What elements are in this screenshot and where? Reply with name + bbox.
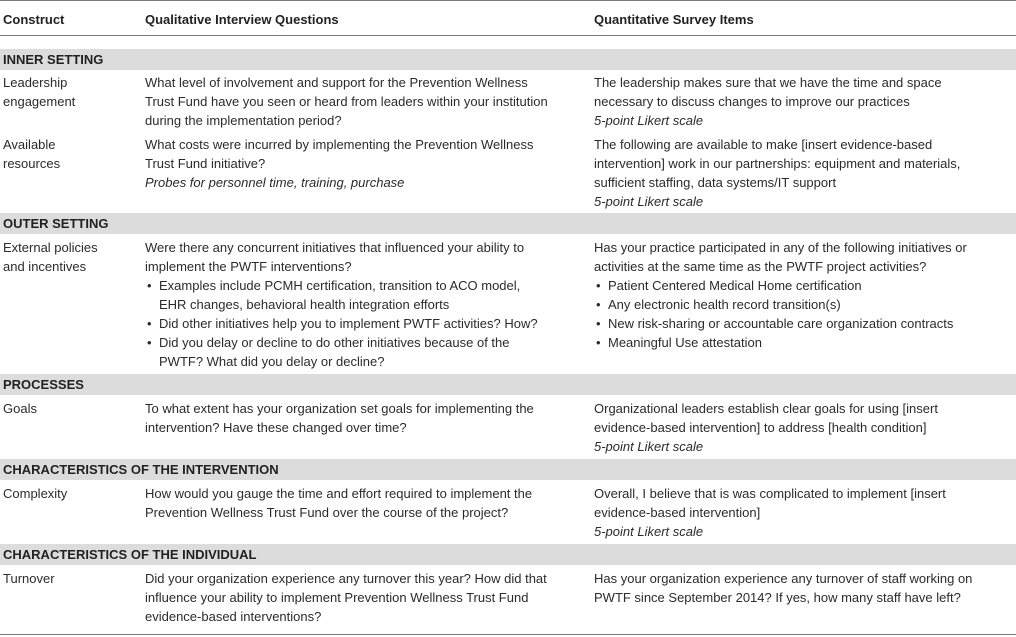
quant-complexity: Overall, I believe that is was complicated to implement [insert evidence-based intervention] 5-point Likert scale	[594, 484, 1014, 541]
list-item: • Did you delay or decline to do other initiatives because of the PWTF? What did you delay or decline?	[145, 333, 575, 371]
quant-policies-bullets	[594, 276, 1014, 352]
header-quantitative: Quantitative Survey Items	[594, 12, 754, 27]
likert-note: 5-point Likert scale	[594, 113, 704, 128]
quant-turnover: Has your organization experience any turnover of staff working on PWTF since September 2014? If yes, how many staff have left?	[594, 571, 973, 605]
section-outer-setting	[0, 213, 1016, 234]
section-intervention	[0, 459, 1016, 480]
qual-policies-bullets	[145, 276, 575, 371]
qual-leadership: What level of involvement and support for the Prevention Wellness Trust Fund have you seen or heard from leaders within your institution during the implementation period?	[145, 75, 548, 128]
quant-policies: Has your practice participated in any of the following initiatives or activities at the same time as the PWTF project activities? • Patient Centered Medical Home certification • Any electronic health record transition(s) • New risk-sharing or accountable care organization contracts • Meaningful Use attestation	[594, 238, 1014, 352]
list-item: • Patient Centered Medical Home certification	[594, 276, 1014, 295]
table-header	[0, 0, 1016, 36]
likert-note: 5-point Likert scale	[594, 439, 704, 454]
list-item: • New risk-sharing or accountable care organization contracts	[594, 314, 1014, 333]
header-construct: Construct	[3, 12, 65, 27]
qual-complexity: How would you gauge the time and effort required to implement the Prevention Wellness Trust Fund over the course of the project?	[145, 486, 533, 520]
section-individual	[0, 544, 1016, 565]
section-inner-setting	[0, 49, 1016, 70]
qual-goals: To what extent has your organization set goals for implementing the intervention? Have these changed over time?	[145, 401, 534, 435]
section-title: CHARACTERISTICS OF THE INDIVIDUAL	[3, 547, 257, 562]
list-item: • Any electronic health record transition(s)	[594, 295, 1014, 314]
list-item: • Did other initiatives help you to implement PWTF activities? How?	[145, 314, 575, 333]
probe-note: Probes for personnel time, training, purchase	[145, 175, 405, 190]
quant-goals: Organizational leaders establish clear goals for using [insert evidence-based intervention] to address [health condition] 5-point Likert scale	[594, 399, 1014, 456]
qual-policies: Were there any concurrent initiatives that influenced your ability to implement the PWTF interventions? • Examples include PCMH certification, transition to ACO model, EHR changes, behavioral health integration efforts • Did other initiatives help you to implement PWTF activities? How? • Did you delay or decline to do other initiatives because of the PWTF? What did you delay or decline?	[145, 238, 575, 371]
construct-leadership: Leadership engagement	[3, 75, 76, 109]
construct-policies: External policies and incentives	[3, 240, 98, 274]
quant-resources: The following are available to make [insert evidence-based intervention] work in our partnerships: equipment and materials, sufficient staffing, data systems/IT support 5-point Likert scale	[594, 135, 1014, 211]
section-title: OUTER SETTING	[3, 216, 109, 231]
likert-note: 5-point Likert scale	[594, 524, 704, 539]
section-title: CHARACTERISTICS OF THE INTERVENTION	[3, 462, 279, 477]
qual-turnover: Did your organization experience any turnover this year? How did that influence your ability to implement Prevention Wellness Trust Fund evidence-based interventions?	[145, 571, 547, 624]
qual-resources: What costs were incurred by implementing the Prevention Wellness Trust Fund initiative? Probes for personnel time, training, purchase	[145, 135, 575, 192]
quant-leadership: The leadership makes sure that we have the time and space necessary to discuss changes to improve our practices 5-point Likert scale	[594, 73, 1014, 130]
section-processes	[0, 374, 1016, 395]
list-item: • Examples include PCMH certification, transition to ACO model, EHR changes, behavioral health integration efforts	[145, 276, 575, 314]
construct-turnover: Turnover	[3, 571, 55, 586]
header-qualitative: Qualitative Interview Questions	[145, 12, 339, 27]
construct-resources: Available resources	[3, 137, 61, 171]
table-bottom-rule	[0, 634, 1016, 635]
likert-note: 5-point Likert scale	[594, 194, 704, 209]
list-item: • Meaningful Use attestation	[594, 333, 1014, 352]
section-title: INNER SETTING	[3, 52, 104, 67]
section-title: PROCESSES	[3, 377, 84, 392]
construct-goals: Goals	[3, 401, 37, 416]
construct-complexity: Complexity	[3, 486, 68, 501]
